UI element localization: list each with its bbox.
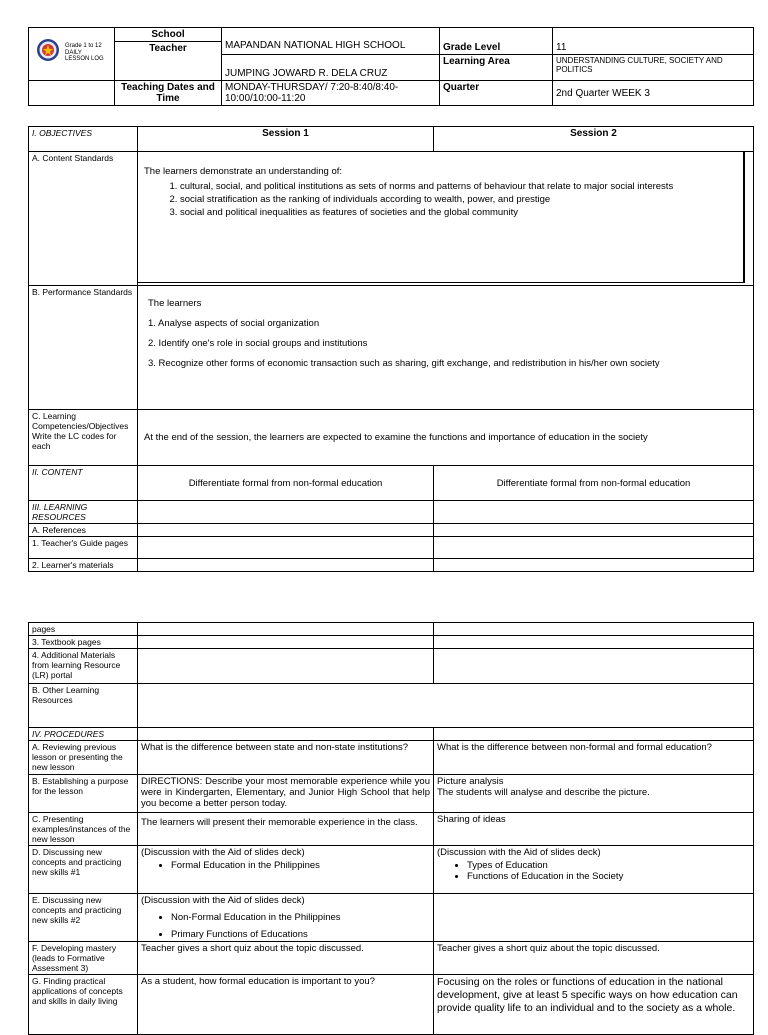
textbook-session-1 — [138, 636, 434, 649]
dates-value: MONDAY-THURSDAY/ 7:20-8:40/8:40-10:00/10:00-11:20 — [222, 81, 440, 106]
content-standards-intro: The learners demonstrate an understanding of: — [144, 166, 343, 177]
procedure-d-session-2 — [434, 846, 754, 894]
procedure-d-s2-list — [437, 860, 750, 882]
references-session-1 — [138, 524, 434, 537]
procedure-f-session-1: Teacher gives a short quiz about the topic discussed. — [138, 942, 434, 975]
procedure-e-s1-item: • Non-Formal Education in the Philippines — [171, 912, 430, 923]
procedure-d-label: D. Discussing new concepts and practicing new skills #1 — [29, 846, 138, 894]
objectives-heading: I. OBJECTIVES — [29, 127, 138, 152]
procedure-d-session-1 — [138, 846, 434, 894]
procedures-session-1 — [138, 728, 434, 741]
session-2-heading: Session 2 — [434, 127, 754, 152]
school-label: School — [115, 28, 222, 42]
textbook-session-2 — [434, 636, 754, 649]
competencies-value: At the end of the session, the learners are expected to examine the functions and importance of education in the society — [138, 410, 754, 466]
performance-item: 3. Recognize other forms of economic transaction such as sharing, gift exchange, and redistribution in his/her own society — [148, 358, 660, 369]
teachers-guide-session-1 — [138, 537, 434, 559]
procedure-e-s1-item: • Primary Functions of Educations — [171, 929, 430, 940]
quarter-label: Quarter — [440, 81, 553, 106]
additional-materials-session-1 — [138, 649, 434, 684]
resources-session-1 — [138, 501, 434, 524]
procedure-e-s1-list — [141, 912, 430, 940]
objectives-table — [28, 126, 754, 572]
teachers-guide-session-2 — [434, 537, 754, 559]
performance-standards-label: B. Performance Standards — [29, 286, 138, 410]
content-session-2: Differentiate formal from non-formal education — [434, 466, 754, 501]
procedure-b-session-2 — [434, 775, 754, 813]
procedure-b-s2-line-1: Picture analysis — [437, 776, 504, 787]
procedure-b-session-1: DIRECTIONS: Describe your most memorable experience while you were in Kindergarten, Elementary, and Junior High School that help you become a better person today. — [138, 775, 434, 813]
references-session-2 — [434, 524, 754, 537]
grade-label: Grade Level — [440, 28, 553, 55]
content-standard-item: 3. social and political inequalities as features of societies and the global community — [180, 207, 737, 218]
procedure-b-s2-line-2: The students will analyse and describe the picture. — [437, 787, 650, 798]
references-label: A. References — [29, 524, 138, 537]
logo-spacer-cell — [29, 81, 115, 106]
header-table — [28, 27, 754, 106]
other-resources-label: B. Other Learning Resources — [29, 684, 138, 728]
content-standards-label: A. Content Standards — [29, 152, 138, 286]
content-session-1: Differentiate formal from non-formal education — [138, 466, 434, 501]
quarter-value: 2nd Quarter WEEK 3 — [553, 81, 754, 106]
procedure-f-label: F. Developing mastery (leads to Formative Assessment 3) — [29, 942, 138, 975]
procedure-c-session-1: The learners will present their memorable experience in the class. — [138, 813, 434, 846]
procedure-a-session-2: What is the difference between non-formal and formal education? — [434, 741, 754, 775]
logo-line-2: DAILY — [65, 49, 82, 56]
pages-session-2 — [434, 623, 754, 636]
session-1-heading: Session 1 — [138, 127, 434, 152]
dates-label: Teaching Dates and Time — [115, 81, 222, 106]
content-standard-item: 1. cultural, social, and political institutions as sets of norms and patterns of behaviour that relate to major social interests — [180, 181, 737, 192]
area-value: UNDERSTANDING CULTURE, SOCIETY AND POLITICS — [553, 55, 754, 81]
performance-standards-cell — [138, 286, 754, 410]
procedure-d-s1-list — [141, 860, 430, 871]
procedure-a-session-1: What is the difference between state and non-state institutions? — [138, 741, 434, 775]
pages-session-1 — [138, 623, 434, 636]
resources-heading: III. LEARNING RESOURCES — [29, 501, 138, 524]
learners-materials-label: 2. Learner's materials — [29, 559, 138, 572]
performance-item: 1. Analyse aspects of social organization — [148, 318, 320, 329]
content-standards-cell — [138, 152, 754, 286]
logo-line-1: Grade 1 to 12 — [65, 43, 102, 49]
logo-text — [65, 43, 104, 63]
procedure-e-session-2 — [434, 894, 754, 942]
procedure-e-label: E. Discussing new concepts and practicing new skills #2 — [29, 894, 138, 942]
content-standards-box — [138, 152, 745, 283]
procedure-f-session-2: Teacher gives a short quiz about the topic discussed. — [434, 942, 754, 975]
logo-cell — [29, 28, 115, 81]
procedures-table — [28, 622, 754, 1035]
procedure-d-s2-intro: (Discussion with the Aid of slides deck) — [437, 847, 601, 858]
performance-item: 2. Identify one's role in social groups and institutions — [148, 338, 368, 349]
procedure-e-s1-intro: (Discussion with the Aid of slides deck) — [141, 895, 305, 906]
additional-materials-session-2 — [434, 649, 754, 684]
procedure-d-s2-item: • Types of Education — [467, 860, 750, 871]
procedure-c-session-2: Sharing of ideas — [434, 813, 754, 846]
competencies-label: C. Learning Competencies/Objectives Write the LC codes for each — [29, 410, 138, 466]
procedure-d-s1-item: • Formal Education in the Philippines — [171, 860, 430, 871]
procedure-d-s1-intro: (Discussion with the Aid of slides deck) — [141, 847, 305, 858]
learners-materials-session-2 — [434, 559, 754, 572]
deped-seal-icon — [36, 38, 60, 62]
grade-value: 11 — [553, 28, 754, 55]
procedure-g-label: G. Finding practical applications of concepts and skills in daily living — [29, 975, 138, 1035]
procedure-g-session-1: As a student, how formal education is important to you? — [138, 975, 434, 1035]
teacher-label: Teacher — [115, 42, 222, 81]
logo-line-3: LESSON LOG — [65, 56, 104, 62]
procedures-session-2 — [434, 728, 754, 741]
learners-materials-session-1 — [138, 559, 434, 572]
performance-intro: The learners — [148, 298, 202, 309]
procedures-heading: IV. PROCEDURES — [29, 728, 138, 741]
area-label: Learning Area — [440, 55, 553, 81]
procedure-g-session-2: Focusing on the roles or functions of education in the national development, give at least 5 specific ways on how education can provide quality life to an individual and to the society as a whole. — [434, 975, 754, 1035]
procedure-a-label: A. Reviewing previous lesson or presenting the new lesson — [29, 741, 138, 775]
teachers-guide-label: 1. Teacher's Guide pages — [29, 537, 138, 559]
content-heading: II. CONTENT — [29, 466, 138, 501]
other-resources-value — [138, 684, 754, 728]
procedure-e-session-1 — [138, 894, 434, 942]
pages-label: pages — [29, 623, 138, 636]
procedure-b-label: B. Establishing a purpose for the lesson — [29, 775, 138, 813]
procedure-d-s2-item: • Functions of Education in the Society — [467, 871, 750, 882]
textbook-label: 3. Textbook pages — [29, 636, 138, 649]
content-standard-item: 2. social stratification as the ranking of individuals according to wealth, power, and prestige — [180, 194, 737, 205]
procedure-c-label: C. Presenting examples/instances of the new lesson — [29, 813, 138, 846]
additional-materials-label: 4. Additional Materials from learning Resource (LR) portal — [29, 649, 138, 684]
teacher-value: JUMPING JOWARD R. DELA CRUZ — [222, 55, 440, 81]
resources-session-2 — [434, 501, 754, 524]
school-value: MAPANDAN NATIONAL HIGH SCHOOL — [222, 28, 440, 55]
content-standards-list — [144, 181, 737, 218]
